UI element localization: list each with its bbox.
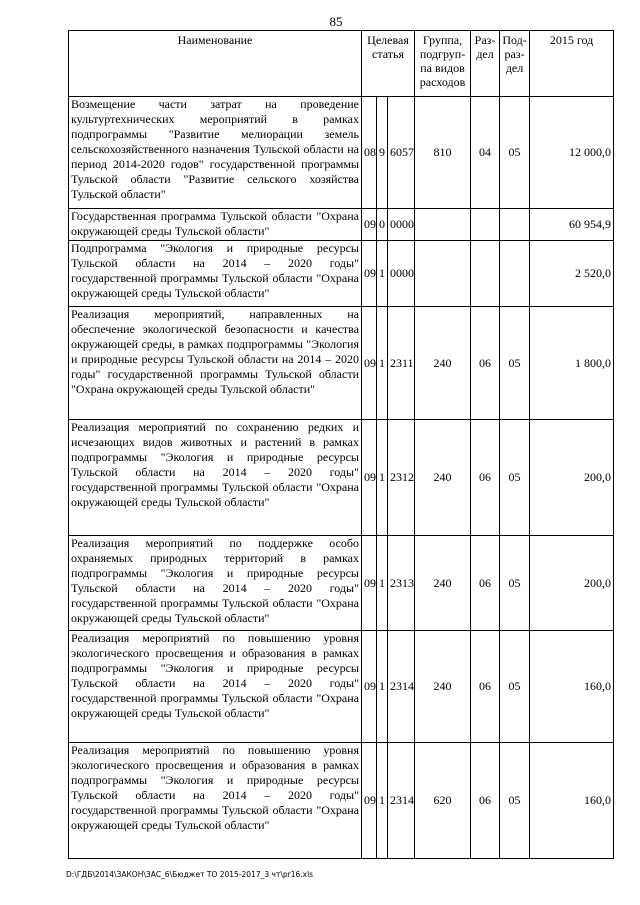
row-podrazdel: 05 [500, 631, 530, 743]
row-sum: 60 954,9 [530, 209, 614, 241]
row-podrazdel: 05 [500, 97, 530, 209]
row-code-1: 09 [362, 209, 377, 241]
header-razdel: Раз-дел [471, 31, 500, 97]
table-row [69, 631, 614, 743]
row-name: Государственная программа Тульской области "Охрана окружающей среды Тульской области" [69, 209, 362, 241]
row-razdel [471, 241, 500, 307]
row-code-3: 6057 [388, 97, 415, 209]
row-code-2: 0 [377, 209, 388, 241]
row-code-1: 09 [362, 536, 377, 631]
row-podrazdel: 05 [500, 420, 530, 536]
row-razdel: 06 [471, 743, 500, 859]
row-group: 620 [415, 743, 471, 859]
row-razdel: 06 [471, 420, 500, 536]
table-row [69, 307, 614, 420]
header-row [69, 31, 614, 97]
row-name: Реализация мероприятий, направленных на обеспечение экологической безопасности и качества окружающей среды, в рамках подпрограммы "Экология и природные ресурсы Тульской области на 2014 – 2020 годы" государственной программы Тульской области "Охрана окружающей среды Тульской области" [69, 307, 362, 420]
row-group: 810 [415, 97, 471, 209]
row-code-3: 0000 [388, 241, 415, 307]
row-razdel: 06 [471, 307, 500, 420]
table-row [69, 536, 614, 631]
row-code-3: 2312 [388, 420, 415, 536]
header-group: Группа, подгруп-па видов расходов [415, 31, 471, 97]
row-podrazdel: 05 [500, 307, 530, 420]
row-code-3: 2313 [388, 536, 415, 631]
header-year: 2015 год [530, 31, 614, 97]
table-row [69, 97, 614, 209]
row-code-2: 9 [377, 97, 388, 209]
budget-table [68, 30, 614, 859]
row-group [415, 209, 471, 241]
row-sum: 2 520,0 [530, 241, 614, 307]
row-code-1: 09 [362, 743, 377, 859]
row-name: Реализация мероприятий по сохранению редких и исчезающих видов животных и растений в рамках подпрограммы "Экология и природные ресурсы Тульской области на 2014 – 2020 годы" государственной программы Тульской области "Охрана окружающей среды Тульской области" [69, 420, 362, 536]
row-sum: 160,0 [530, 631, 614, 743]
file-path-footer: D:\ГДБ\2014\ЗАКОН\ЗАС_6\Бюджет ТО 2015-2017_3 чт\рr16.xls [66, 870, 314, 879]
row-sum: 200,0 [530, 536, 614, 631]
row-razdel: 06 [471, 536, 500, 631]
row-group: 240 [415, 536, 471, 631]
row-sum: 200,0 [530, 420, 614, 536]
header-podrazdel: Под-раз-дел [500, 31, 530, 97]
row-podrazdel: 05 [500, 743, 530, 859]
row-podrazdel [500, 209, 530, 241]
row-code-3: 2314 [388, 631, 415, 743]
row-group: 240 [415, 307, 471, 420]
header-name: Наименование [69, 31, 362, 97]
row-name: Подпрограмма "Экология и природные ресурсы Тульской области на 2014 – 2020 годы" государственной программы Тульской области "Охрана окружающей среды Тульской области" [69, 241, 362, 307]
row-code-2: 1 [377, 631, 388, 743]
row-code-2: 1 [377, 536, 388, 631]
row-sum: 1 800,0 [530, 307, 614, 420]
row-name: Реализация мероприятий по повышению уровня экологического просвещения и образования в рамках подпрограммы "Экология и природные ресурсы Тульской области на 2014 – 2020 годы" государственной программы Тульской области "Охрана окружающей среды Тульской области" [69, 631, 362, 743]
row-podrazdel [500, 241, 530, 307]
row-code-3: 2311 [388, 307, 415, 420]
row-group: 240 [415, 420, 471, 536]
row-code-1: 08 [362, 97, 377, 209]
row-code-2: 1 [377, 420, 388, 536]
page-number: 85 [329, 14, 343, 29]
row-code-1: 09 [362, 241, 377, 307]
row-name: Возмещение части затрат на проведение культуртехнических мероприятий в рамках подпрограммы "Развитие мелиорации земель сельскохозяйственного назначения Тульской области на период 2014-2020 годов" государственной программы Тульской области "Развитие сельского хозяйства Тульской области" [69, 97, 362, 209]
table-row [69, 241, 614, 307]
row-code-2: 1 [377, 743, 388, 859]
table-row [69, 743, 614, 859]
row-name: Реализация мероприятий по поддержке особо охраняемых природных территорий в рамках подпрограммы "Экология и природные ресурсы Тульской области на 2014 – 2020 годы" государственной программы Тульской области "Охрана окружающей среды Тульской области" [69, 536, 362, 631]
row-code-3: 2314 [388, 743, 415, 859]
row-name: Реализация мероприятий по повышению уровня экологического просвещения и образования в рамках подпрограммы "Экология и природные ресурсы Тульской области на 2014 – 2020 годы" государственной программы Тульской области "Охрана окружающей среды Тульской области" [69, 743, 362, 859]
row-code-1: 09 [362, 307, 377, 420]
row-razdel: 04 [471, 97, 500, 209]
row-code-1: 09 [362, 420, 377, 536]
row-podrazdel: 05 [500, 536, 530, 631]
row-code-2: 1 [377, 307, 388, 420]
header-target: Целевая статья [362, 31, 415, 97]
row-sum: 160,0 [530, 743, 614, 859]
row-group [415, 241, 471, 307]
table-row [69, 420, 614, 536]
row-razdel [471, 209, 500, 241]
row-razdel: 06 [471, 631, 500, 743]
row-code-1: 09 [362, 631, 377, 743]
row-group: 240 [415, 631, 471, 743]
row-code-3: 0000 [388, 209, 415, 241]
table-row [69, 209, 614, 241]
row-code-2: 1 [377, 241, 388, 307]
row-sum: 12 000,0 [530, 97, 614, 209]
